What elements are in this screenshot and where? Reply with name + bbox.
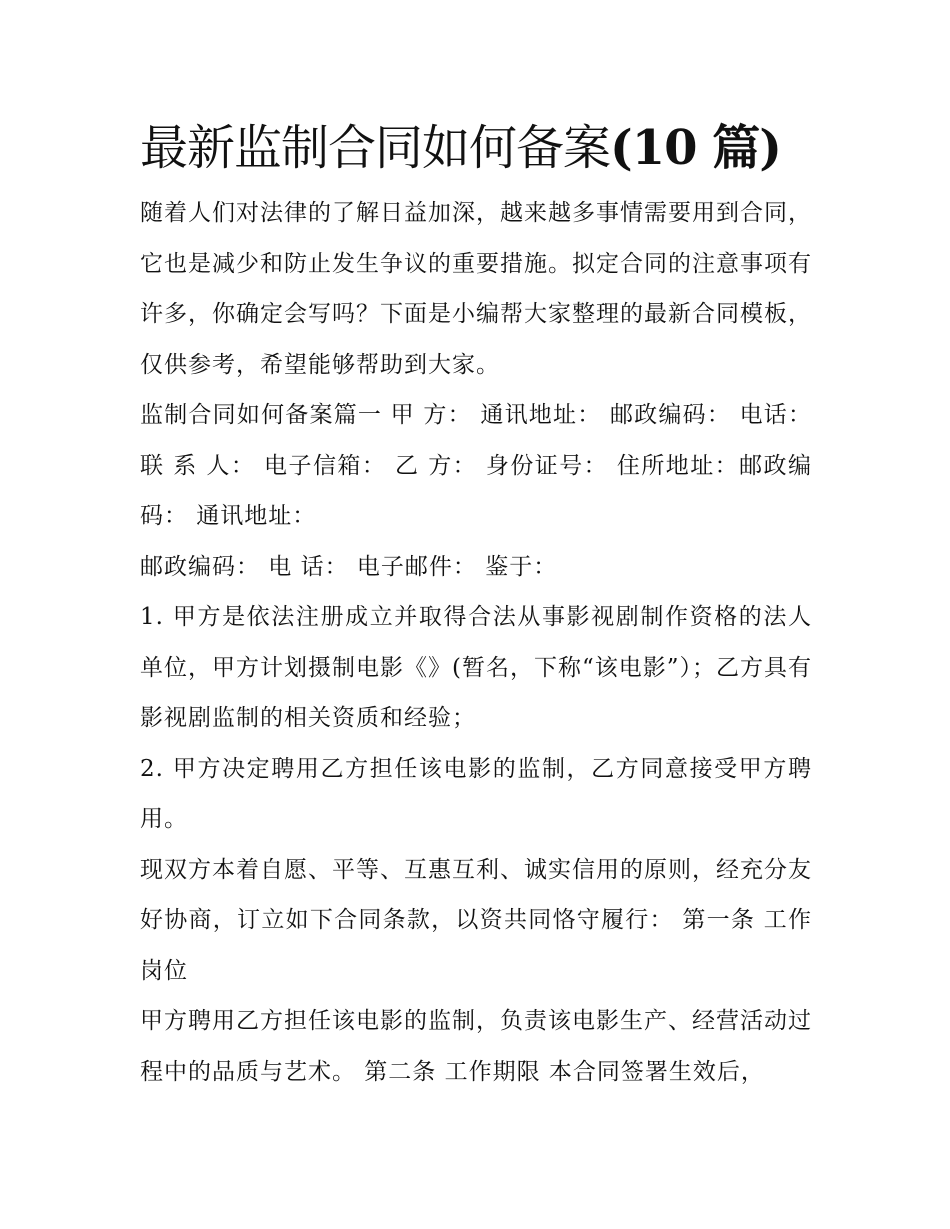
title-count: (10 篇) [610,120,781,176]
document-page [140,108,812,1097]
position-paragraph: 甲方聘用乙方担任该电影的监制，负责该电影生产、经营活动过程中的品质与艺术。 第二条 工作期限 本合同签署生效后， [140,1008,812,1085]
contact-paragraph: 邮政编码： 电 话： 电子邮件： 鉴于： [140,553,558,580]
intro-paragraph: 随着人们对法律的了解日益加深，越来越多事情需要用到合同，它也是减少和防止发生争议的重要措施。拟定合同的注意事项有许多，你确定会写吗？下面是小编帮大家整理的最新合同模板，仅供参考，希望能够帮助到大家。 [140,200,812,378]
clause-2-paragraph: 2. 甲方决定聘用乙方担任该电影的监制，乙方同意接受甲方聘用。 [140,755,812,832]
title-main: 最新监制合同如何备案 [140,120,611,176]
agreement-paragraph: 现双方本着自愿、平等、互惠互利、诚实信用的原则，经充分友好协商，订立如下合同条款，以资共同恪守履行： 第一条 工作岗位 [140,856,812,984]
parties-paragraph: 监制合同如何备案篇一 甲 方： 通讯地址： 邮政编码： 电话： 联 系 人： 电子信箱： 乙 方： 身份证号： 住所地址：邮政编码： 通讯地址： [140,402,812,529]
document-title [140,108,812,188]
clause-1-paragraph: 1. 甲方是依法注册成立并取得合法从事影视剧制作资格的法人单位，甲方计划摄制电影《》(暂名，下称“该电影”）；乙方具有影视剧监制的相关资质和经验； [140,604,812,731]
